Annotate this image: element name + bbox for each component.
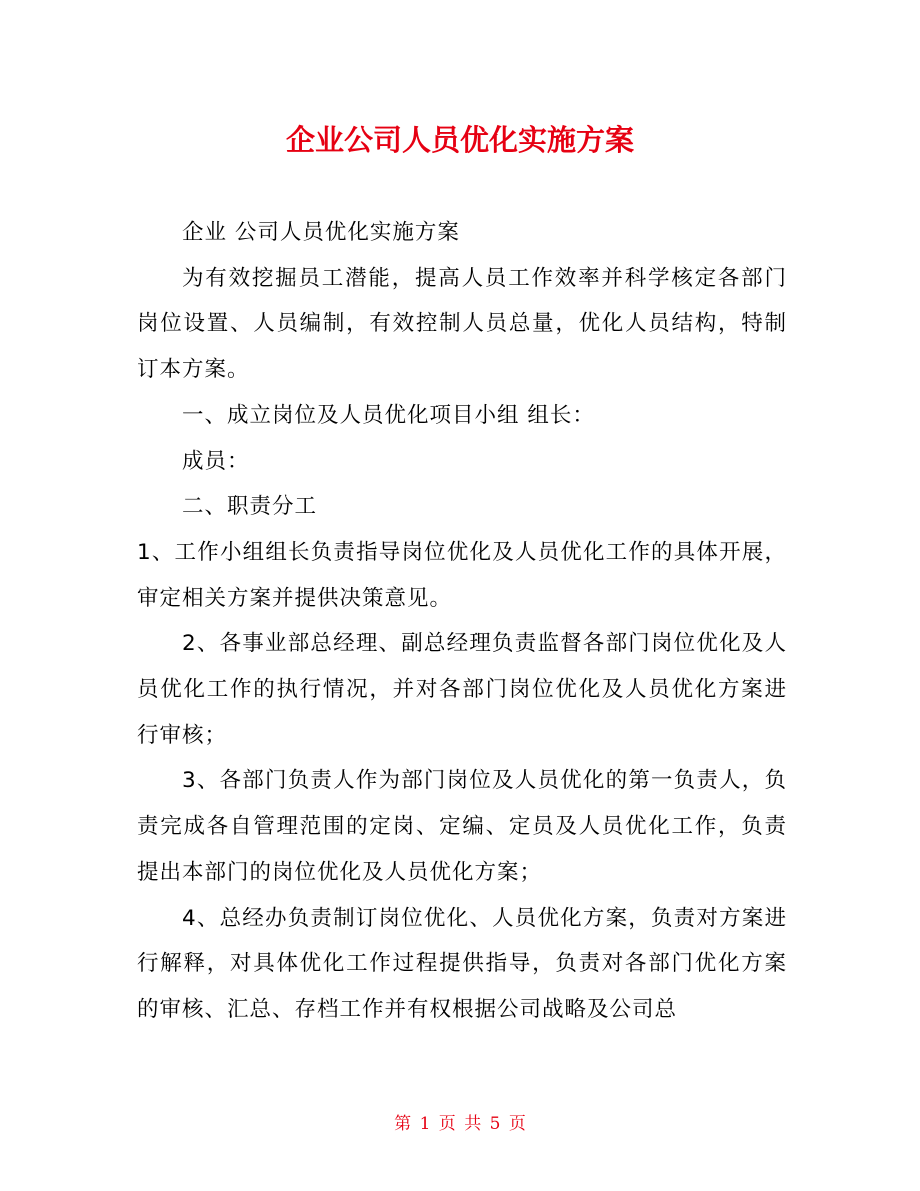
paragraph-section-1: 一、成立岗位及人员优化项目小组 组长： <box>182 402 595 428</box>
paragraph-item-2: 2、各事业部总经理、副总经理负责监督各部门岗位优化及人员优化工作的执行情况，并对各部门岗位优化及人员优化方案进行审核； <box>137 631 787 748</box>
paragraph-item-4: 4、总经办负责制订岗位优化、人员优化方案，负责对方案进行解释，对具体优化工作过程提供指导，负责对各部门优化方案的审核、汇总、存档工作并有权根据公司战略及公司总 <box>137 905 787 1022</box>
page-footer: 第 1 页 共 5 页 <box>394 1114 526 1134</box>
paragraph-subtitle: 企业 公司人员优化实施方案 <box>182 220 460 245</box>
paragraph-item-1: 1、工作小组组长负责指导岗位优化及人员优化工作的具体开展，审定相关方案并提供决策意见。 <box>137 539 787 611</box>
paragraph-members: 成员： <box>182 448 250 474</box>
document-title: 企业公司人员优化实施方案 <box>285 123 634 157</box>
paragraph-intro: 为有效挖掘员工潜能，提高人员工作效率并科学核定各部门岗位设置、人员编制，有效控制人员总量，优化人员结构，特制订本方案。 <box>137 265 787 383</box>
paragraph-section-2: 二、职责分工 <box>182 494 318 520</box>
paragraph-item-3: 3、各部门负责人作为部门岗位及人员优化的第一负责人，负责完成各自管理范围的定岗、定编、定员及人员优化工作，负责提出本部门的岗位优化及人员优化方案； <box>137 768 787 885</box>
document-body <box>137 210 787 1033</box>
